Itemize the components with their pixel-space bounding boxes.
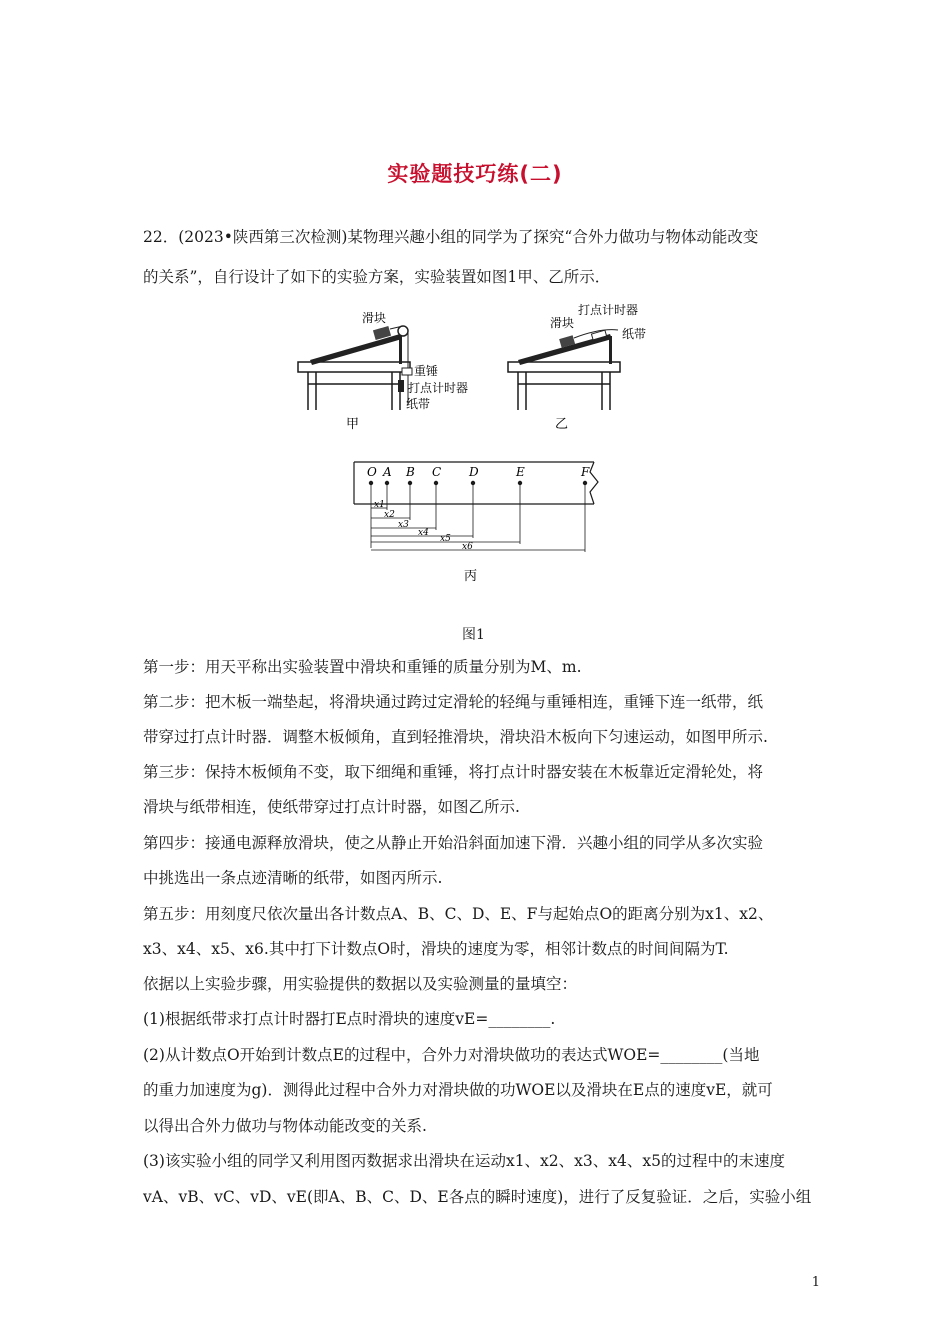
question-3-line-2: vA、vB、vC、vD、vE(即A、B、C、D、E各点的瞬时速度)，进行了反复验证．之后，实验小组 xyxy=(143,1188,812,1206)
label-x6: x6 xyxy=(462,542,473,552)
question-line-2: 的关系”，自行设计了如下的实验方案，实验装置如图1甲、乙所示． xyxy=(143,268,611,286)
label-x1: x1 xyxy=(374,500,385,510)
tape-points xyxy=(369,481,587,485)
figure-jia xyxy=(290,300,490,435)
step-3-line-1: 第三步：保持木板倾角不变，取下细绳和重锤，将打点计时器安装在木板靠近定滑轮处，将 xyxy=(143,763,764,781)
caption-bing: 丙 xyxy=(464,569,478,584)
page-number: 1 xyxy=(811,1275,820,1290)
label-x4: x4 xyxy=(418,528,429,538)
label-f: F xyxy=(581,465,590,479)
figure-bing xyxy=(350,458,610,588)
figure-yi xyxy=(500,300,670,435)
table-jia xyxy=(298,362,410,410)
step-2-line-1: 第二步：把木板一端垫起，将滑块通过跨过定滑轮的轻绳与重锤相连，重锤下连一纸带，纸 xyxy=(143,693,764,711)
label-tape-yi: 纸带 xyxy=(622,327,647,341)
label-o: O xyxy=(367,465,377,479)
step-4-line-2: 中挑选出一条点迹清晰的纸带，如图丙所示. xyxy=(143,869,443,887)
weight-box xyxy=(402,368,412,375)
question-2-line-3: 以得出合外力做功与物体动能改变的关系. xyxy=(143,1117,427,1135)
step-1: 第一步：用天平称出实验装置中滑块和重锤的质量分别为M、m. xyxy=(143,658,582,676)
question-line-1: 22．(2023•陕西第三次检测)某物理兴趣小组的同学为了探究“合外力做功与物体动能改变 xyxy=(143,228,759,246)
label-x2: x2 xyxy=(384,510,395,520)
label-c: C xyxy=(432,465,442,479)
label-a: A xyxy=(383,465,392,479)
question-2-line-1: (2)从计数点O开始到计数点E的过程中，合外力对滑块做功的表达式WOE=________(当地 xyxy=(143,1046,760,1064)
timer-box-jia xyxy=(398,380,404,392)
step-3-line-2: 滑块与纸带相连，使纸带穿过打点计时器，如图乙所示. xyxy=(143,798,520,816)
label-slider-yi: 滑块 xyxy=(550,316,575,330)
step-2-line-2: 带穿过打点计时器．调整木板倾角，直到轻推滑块，滑块沿木板向下匀速运动，如图甲所示. xyxy=(143,728,768,746)
label-x3: x3 xyxy=(398,520,409,530)
incline-board-jia xyxy=(310,334,402,365)
caption-jia: 甲 xyxy=(346,417,360,432)
label-timer-yi: 打点计时器 xyxy=(578,303,639,317)
question-2-line-2: 的重力加速度为g)．测得此过程中合外力对滑块做的功WOE以及滑块在E点的速度vE，就可 xyxy=(143,1081,773,1099)
label-tape-jia: 纸带 xyxy=(406,397,431,411)
label-slider-jia: 滑块 xyxy=(362,311,387,325)
label-timer-jia: 打点计时器 xyxy=(408,381,469,395)
label-d: D xyxy=(469,465,479,479)
table-yi xyxy=(508,362,620,410)
label-b: B xyxy=(406,465,415,479)
page-title: 实验题技巧练(二) xyxy=(387,162,563,186)
step-4-line-1: 第四步：接通电源释放滑块，使之从静止开始沿斜面加速下滑．兴趣小组的同学从多次实验 xyxy=(143,834,764,852)
step-5-line-2: x3、x4、x5、x6.其中打下计数点O时，滑块的速度为零，相邻计数点的时间间隔为T. xyxy=(143,940,729,958)
label-weight: 重锤 xyxy=(414,364,439,378)
question-1: (1)根据纸带求打点计时器打E点时滑块的速度vE=________. xyxy=(143,1010,556,1028)
pulley-icon xyxy=(398,326,408,336)
question-3-line-1: (3)该实验小组的同学又利用图丙数据求出滑块在运动x1、x2、x3、x4、x5的过程中的末速度 xyxy=(143,1152,785,1170)
figure-caption: 图1 xyxy=(462,627,485,643)
step-5-line-1: 第五步：用刻度尺依次量出各计数点A、B、C、D、E、F与起始点O的距离分别为x1、x2、 xyxy=(143,905,774,923)
fill-intro: 依据以上实验步骤，用实验提供的数据以及实验测量的量填空： xyxy=(143,975,578,993)
label-x5: x5 xyxy=(440,534,451,544)
caption-yi: 乙 xyxy=(555,417,569,432)
label-e: E xyxy=(516,465,525,479)
